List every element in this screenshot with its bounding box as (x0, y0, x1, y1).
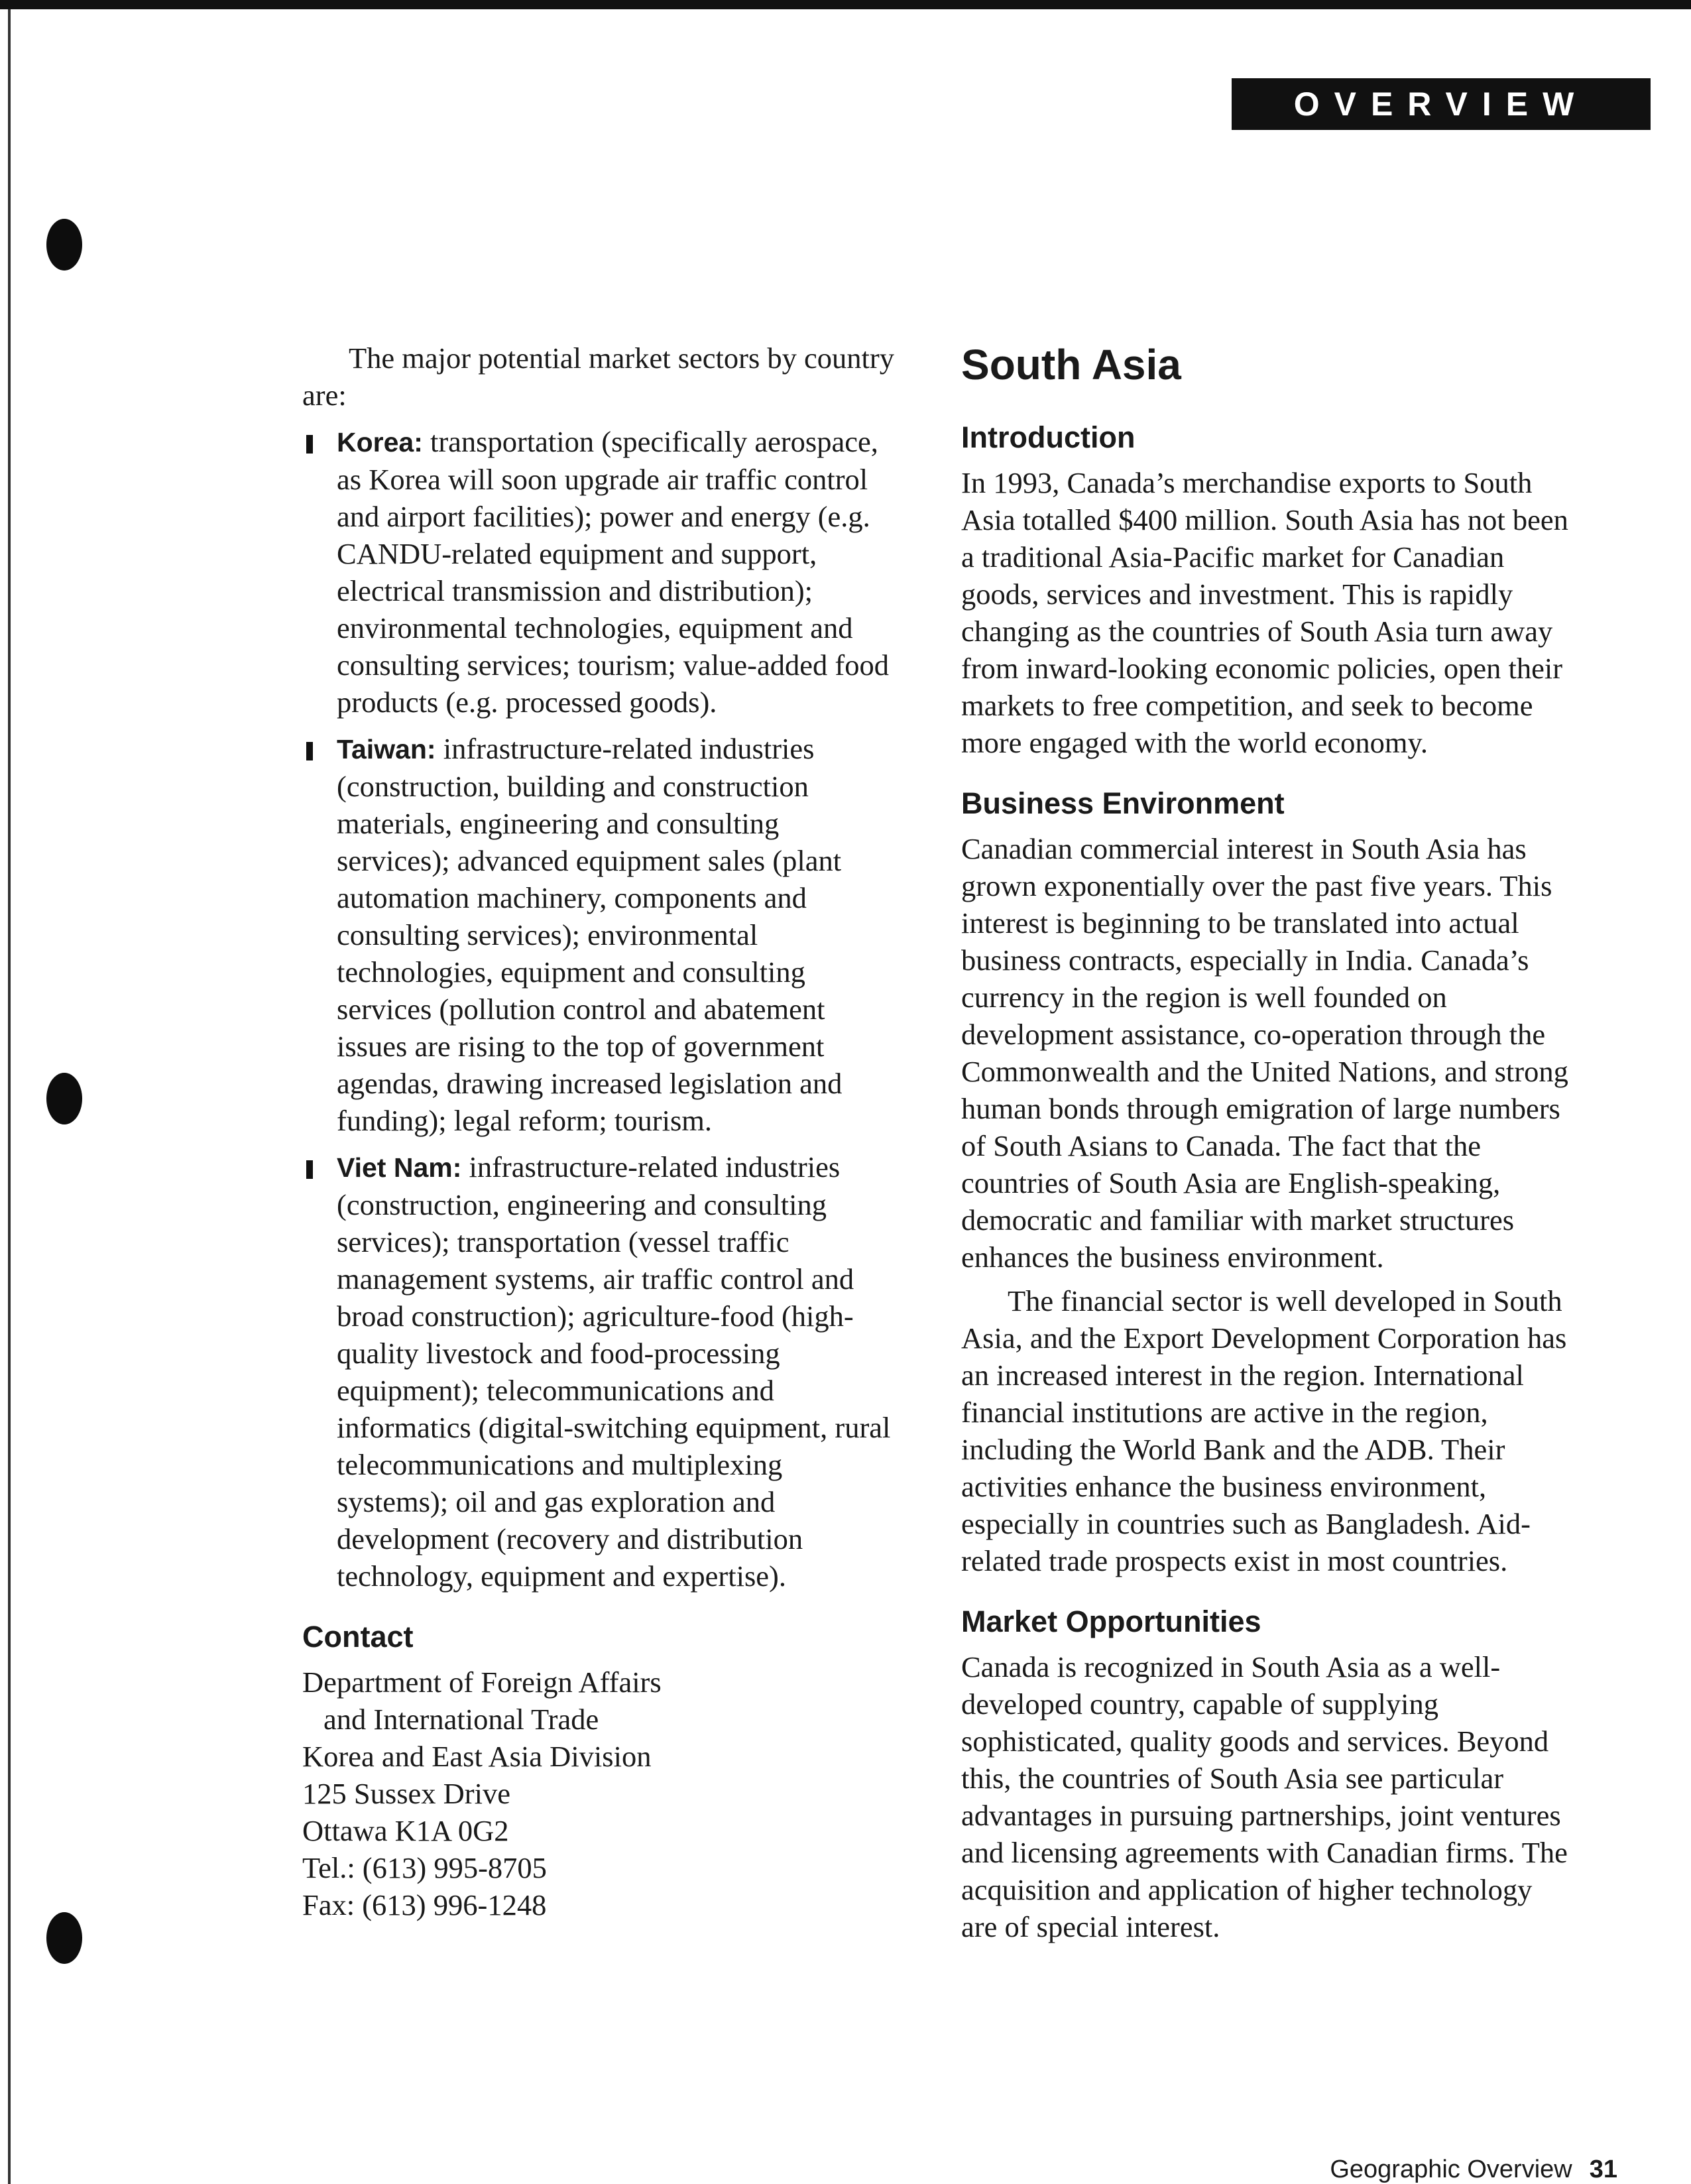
footer-section-label: Geographic Overview (1330, 2155, 1572, 2183)
left-column (302, 339, 899, 1923)
top-rule (0, 0, 1691, 9)
bullet-icon (306, 1160, 313, 1179)
country-sectors: infrastructure-related industries (construction, engineering and consulting services); transportation (vessel traffic management systems, air traffic control and broad construction); agriculture-food (high-quality livestock and food-processing equipment); telecommunications and informatics (digital-switching equipment, rural telecommunications and multiplexing systems); oil and gas exploration and development (recovery and distribution technology, equipment and expertise). (337, 1150, 891, 1593)
punch-hole-middle (46, 1073, 82, 1124)
business-environment-paragraph-2: The financial sector is well developed in South Asia, and the Export Development Corporation has an increased interest in the region. International financial institutions are active in the region, including the World Bank and the ADB. Their activities enhance the business environment, especially in countries such as Bangladesh. Aid-related trade prospects exist in most countries. (961, 1284, 1567, 1577)
list-item-taiwan (302, 730, 899, 1139)
left-margin-rule (8, 9, 11, 2184)
punch-hole-top (46, 219, 82, 271)
list-item-korea (302, 423, 899, 721)
contact-heading: Contact (302, 1620, 414, 1654)
sector-list (302, 423, 899, 1595)
contact-address (302, 1664, 899, 1923)
page-number: 31 (1589, 2155, 1617, 2183)
introduction-paragraph: In 1993, Canada’s merchandise exports to South Asia totalled $400 million. South Asia has not been a traditional Asia-Pacific market for Canadian goods, services and investment. This is rapidly changing as the countries of South Asia turn away from inward-looking economic policies, open their markets to free competition, and seek to become more engaged with the world economy. (961, 466, 1568, 759)
bullet-icon (306, 435, 313, 454)
contact-line: Korea and East Asia Division (302, 1740, 652, 1773)
contact-line: 125 Sussex Drive (302, 1777, 510, 1810)
section-badge: OVERVIEW (1232, 78, 1651, 130)
punch-hole-bottom (46, 1912, 82, 1964)
business-environment-heading: Business Environment (961, 786, 1285, 820)
country-label: Taiwan: (337, 734, 436, 764)
business-environment-paragraph-1: Canadian commercial interest in South Asia has grown exponentially over the past five years. This interest is beginning to be translated into actual business contracts, especially in India. Canada’s currency in the region is well founded on development assistance, co-operation through the Commonwealth and the United Nations, and strong human bonds through emigration of large numbers of South Asians to Canada. The fact that the countries of South Asia are English-speaking, democratic and familiar with market structures enhances the business environment. (961, 832, 1568, 1274)
contact-line: Ottawa K1A 0G2 (302, 1814, 509, 1847)
market-opportunities-paragraph: Canada is recognized in South Asia as a well-developed country, capable of supplying sophisticated, quality goods and services. Beyond this, the countries of South Asia see particular advantages in pursuing partnerships, joint ventures and licensing agreements with Canadian firms. The acquisition and application of higher technology are of special interest. (961, 1650, 1568, 1943)
right-column (961, 339, 1571, 1945)
contact-phone: Tel.: (613) 995-8705 (302, 1851, 547, 1884)
contact-fax: Fax: (613) 996-1248 (302, 1888, 547, 1921)
contact-line: Department of Foreign Affairs (302, 1666, 662, 1699)
list-item-viet-nam (302, 1148, 899, 1595)
introduction-heading: Introduction (961, 420, 1136, 454)
intro-paragraph: The major potential market sectors by country are: (302, 341, 894, 412)
country-label: Korea: (337, 427, 423, 457)
bullet-icon (306, 742, 313, 760)
country-sectors: infrastructure-related industries (construction, building and construction materials, engineering and consulting services); advanced equipment sales (plant automation machinery, components and consulting services); environmental technologies, equipment and consulting services (pollution control and abatement issues are rising to the top of government agendas, drawing increased legislation and funding); legal reform; tourism. (337, 732, 843, 1137)
country-label: Viet Nam: (337, 1152, 462, 1183)
market-opportunities-heading: Market Opportunities (961, 1605, 1261, 1638)
page-title: South Asia (961, 341, 1181, 389)
country-sectors: transportation (specifically aerospace, as Korea will soon upgrade air traffic control and airport facilities); power and energy (e.g. CANDU-related equipment and support, electrical transmission and distribution); environmental technologies, equipment and consulting services; tourism; value-added food products (e.g. processed goods). (337, 425, 889, 719)
page-footer (1299, 2155, 1617, 2184)
contact-line: and International Trade (323, 1703, 599, 1736)
